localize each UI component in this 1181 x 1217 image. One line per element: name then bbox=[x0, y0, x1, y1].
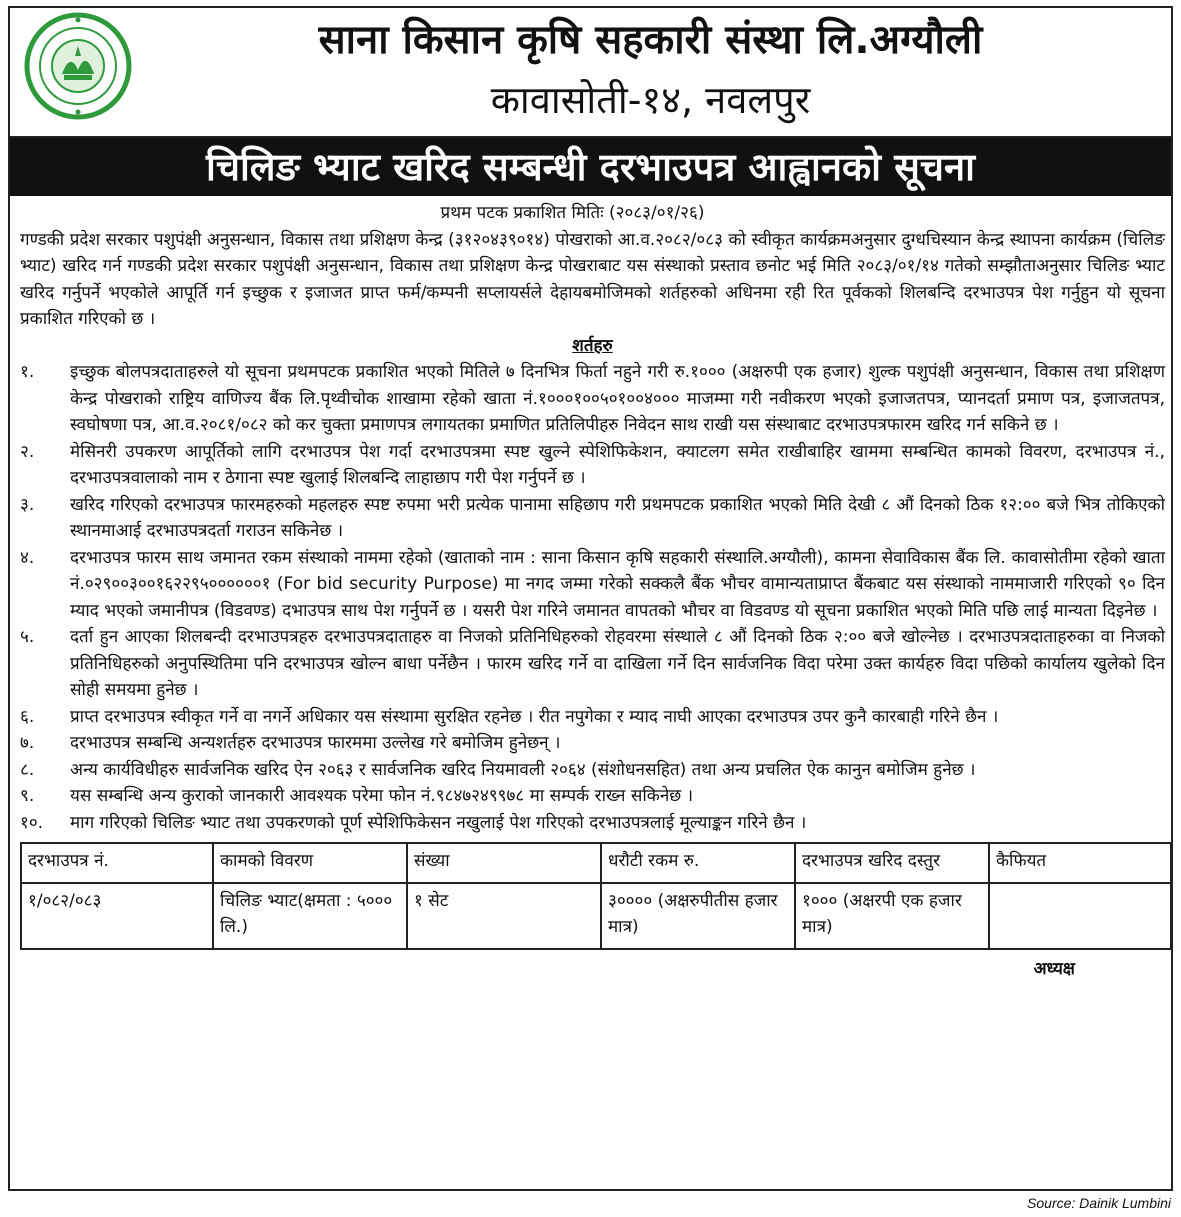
publication-date: प्रथम पटक प्रकाशित मितिः (२०८३/०१/२६) bbox=[440, 203, 705, 223]
column-header: संख्या bbox=[407, 843, 601, 883]
bid-details-table bbox=[20, 842, 1172, 950]
term-item bbox=[20, 730, 1165, 757]
term-number: १०. bbox=[20, 812, 44, 833]
term-text: प्राप्त दरभाउपत्र स्वीकृत गर्ने वा नगर्ने अधिकार यस संस्थामा सुरक्षित रहनेछ । रीत नपुगेका र म्याद नाघी आएका दरभाउपत्र उपर कुनै कारबाही गरिने छैन । bbox=[70, 706, 999, 727]
term-item bbox=[20, 783, 1165, 810]
column-header: कैफियत bbox=[989, 843, 1171, 883]
term-text: इच्छुक बोलपत्रदाताहरुले यो सूचना प्रथमपटक प्रकाशित भएको मितिले ७ दिनभित्र फिर्ता नहुने गरी रु.१००० (अक्षरुपी एक हजार) शुल्क पशुपंक्षी अनुसन्धान, विकास तथा प्रशिक्षण केन्द्र पोखराको राष्ट्रिय वाणिज्य बैंक लि.पृथ्वीचोक शाखामा रहेको खाता नं.१०००१००५०१००४००० माजम्मा गरी नवीकरण भएको इजाजतपत्र, प्यानदर्ता प्रमाण पत्र, इजाजतपत्र, स्वघोषणा पत्र, आ.व.२०८१/०८२ को कर चुक्ता प्रमाणपत्र लगायतका प्रमाणित प्रतिलिपीहरु निवेदन साथ राखी यस संस्थाबाट दरभाउपत्रफारम खरिद गर्न सकिने छ । bbox=[70, 362, 1165, 435]
table-row bbox=[21, 883, 1171, 949]
column-header: दरभाउपत्र नं. bbox=[21, 843, 213, 883]
term-number: ८. bbox=[20, 759, 35, 780]
term-item bbox=[20, 704, 1165, 731]
organization-name: साना किसान कृषि सहकारी संस्था लि.अग्यौली bbox=[318, 17, 983, 63]
term-number: ५. bbox=[20, 627, 35, 647]
term-text: दर्ता हुन आएका शिलबन्दी दरभाउपत्रहरु दरभाउपत्रदाताहरु वा निजको प्रतिनिधिहरुको रोहवरमा संस्थाले ८ औं दिनको ठिक २:०० बजे खोल्नेछ । दरभाउपत्रदाताहरुका वा निजको प्रतिनिधिहरुको अनुपस्थितिमा पनि दरभाउपत्र खोल्न बाधा पर्नेछैन । फारम खरिद गर्ने वा दाखिला गर्ने दिन सार्वजनिक विदा परेमा उक्त कार्यहरु विदा पछिको कार्यालय खुलेको दिन सोही समयमा हुनेछ । bbox=[70, 627, 1165, 700]
source-credit: Source: Dainik Lumbini bbox=[1027, 1195, 1171, 1211]
table-cell: १००० (अक्षरपी एक हजार मात्र) bbox=[795, 883, 989, 949]
term-text: माग गरिएको चिलिङ भ्याट तथा उपकरणको पूर्ण स्पेशिफिकेसन नखुलाई पेश गरिएको दरभाउपत्रलाई मूल्याङ्कन गरिने छैन । bbox=[70, 812, 807, 833]
organization-address: कावासोती-१४, नवलपुर bbox=[490, 78, 811, 122]
table-cell: ३०००० (अक्षरुपीतीस हजार मात्र) bbox=[601, 883, 795, 949]
term-item bbox=[20, 624, 1165, 704]
column-header: धरौटी रकम रु. bbox=[601, 843, 795, 883]
table-header-row bbox=[21, 843, 1171, 883]
term-item bbox=[20, 359, 1165, 439]
term-text: दरभाउपत्र सम्बन्धि अन्यशर्तहरु दरभाउपत्र फारममा उल्लेख गरे बमोजिम हुनेछन् । bbox=[70, 733, 561, 753]
term-text: यस सम्बन्धि अन्य कुराको जानकारी आवश्यक परेमा फोन नं.९८४७२४९९७८ मा सम्पर्क राख्न सकिनेछ । bbox=[70, 786, 694, 806]
intro-paragraph: गण्डकी प्रदेश सरकार पशुपंक्षी अनुसन्धान, विकास तथा प्रशिक्षण केन्द्र (३१२०४३९०१४) पोखराको आ.व.२०८२/०८३ को स्वीकृत कार्यक्रमअनुसार दुग्धचिस्यान केन्द्र स्थापना कार्यक्रम (चिलिङ भ्याट) खरिद गर्न गण्डकी प्रदेश सरकार पशुपंक्षी अनुसन्धान, विकास तथा प्रशिक्षण केन्द्र पोखराबाट यस संस्थाको प्रस्ताव छनोट भई मिति २०८३/०१/१४ गतेको सम्झौताअनुसार चिलिङ भ्याट खरिद गर्नुपर्ने भएकोले आपूर्ति गर्न इच्छुक र इजाजत प्राप्त फर्म/कम्पनी सप्लायर्सले देहायबमोजिमको शर्तहरुको अधिनमा रही रित पूर्वकको शिलबन्दि दरभाउपत्र पेश गर्नुहुन यो सूचना प्रकाशित गरिएको छ । bbox=[20, 229, 1165, 329]
terms-heading: शर्तहरु bbox=[572, 335, 613, 356]
table-cell bbox=[989, 883, 1171, 949]
notice-header bbox=[10, 8, 1171, 138]
term-text: खरिद गरिएको दरभाउपत्र फारमहरुको महलहरु स्पष्ट रुपमा भरी प्रत्येक पानामा सहिछाप गरी प्रथमपटक प्रकाशित भएको मिति देखी ८ औं दिनको ठिक १२:०० बजे भित्र तोकिएको स्थानमाआई दरभाउपत्रदर्ता गराउन सकिनेछ । bbox=[70, 494, 1165, 541]
term-text: मेसिनरी उपकरण आपूर्तिको लागि दरभाउपत्र पेश गर्दा दरभाउपत्रमा स्पष्ट खुल्ने स्पेशिफिकेशन, क्याटलग समेत राखीबाहिर खाममा सम्बन्धित कामको विवरण, दरभाउपत्र नं., दरभाउपत्रवालाको नाम र ठेगाना स्पष्ट खुलाई शिलबन्दि लाहाछाप गरी पेश गर्नुपर्ने छ । bbox=[70, 441, 1165, 488]
term-number: ६. bbox=[20, 706, 35, 727]
term-number: ७. bbox=[20, 733, 35, 753]
table-cell: चिलिङ भ्याट(क्षमता : ५००० लि.) bbox=[213, 883, 407, 949]
table-cell: १ सेट bbox=[407, 883, 601, 949]
term-item bbox=[20, 545, 1165, 625]
term-item bbox=[20, 492, 1165, 545]
term-item bbox=[20, 439, 1165, 492]
terms-list bbox=[20, 359, 1165, 836]
term-text: दरभाउपत्र फारम साथ जमानत रकम संस्थाको नाममा रहेको (खाताको नाम : साना किसान कृषि सहकारी संस्थालि.अग्यौली), कामना सेवाविकास बैंक लि. कावासोतीमा रहेको खाता नं.०२९००३००१६२२९५००००००१ (For bid security Purpose) मा नगद जम्मा गरेको सक्कलै बैंक भौचर वामान्यताप्राप्त बैंकबाट यस संस्थाको नाममाजारी गरिएको ९० दिन म्याद भएको जमानीपत्र (विडवण्ड) दभाउपत्र साथ पेश गर्नुपर्ने छ । यसरी पेश गरिने जमानत वापतको भौचर वा विडवण्ड यो सूचना प्रकाशित भएको मिति पछि लाई मान्यता दिइनेछ । bbox=[70, 547, 1165, 621]
term-item bbox=[20, 757, 1165, 784]
column-header: कामको विवरण bbox=[213, 843, 407, 883]
cooperative-seal-logo-icon bbox=[24, 12, 132, 120]
term-number: १. bbox=[20, 362, 35, 382]
table-cell: १/०८२/०८३ bbox=[21, 883, 213, 949]
signature-title: अध्यक्ष bbox=[1033, 959, 1075, 979]
notice-title: चिलिङ भ्याट खरिद सम्बन्धी दरभाउपत्र आह्वानको सूचना bbox=[10, 138, 1171, 196]
term-number: ३. bbox=[20, 494, 35, 515]
term-text: अन्य कार्यविधीहरु सार्वजनिक खरिद ऐन २०६३ र सार्वजनिक खरिद नियमावली २०६४ (संशोधनसहित) तथा अन्य प्रचलित ऐक कानुन बमोजिम हुनेछ । bbox=[70, 759, 976, 780]
column-header: दरभाउपत्र खरिद दस्तुर bbox=[795, 843, 989, 883]
notice-frame bbox=[8, 6, 1173, 1191]
term-number: २. bbox=[20, 441, 35, 462]
notice-body bbox=[10, 196, 1171, 983]
term-number: ९. bbox=[20, 786, 35, 806]
term-number: ४. bbox=[20, 547, 35, 568]
term-item bbox=[20, 810, 1165, 837]
